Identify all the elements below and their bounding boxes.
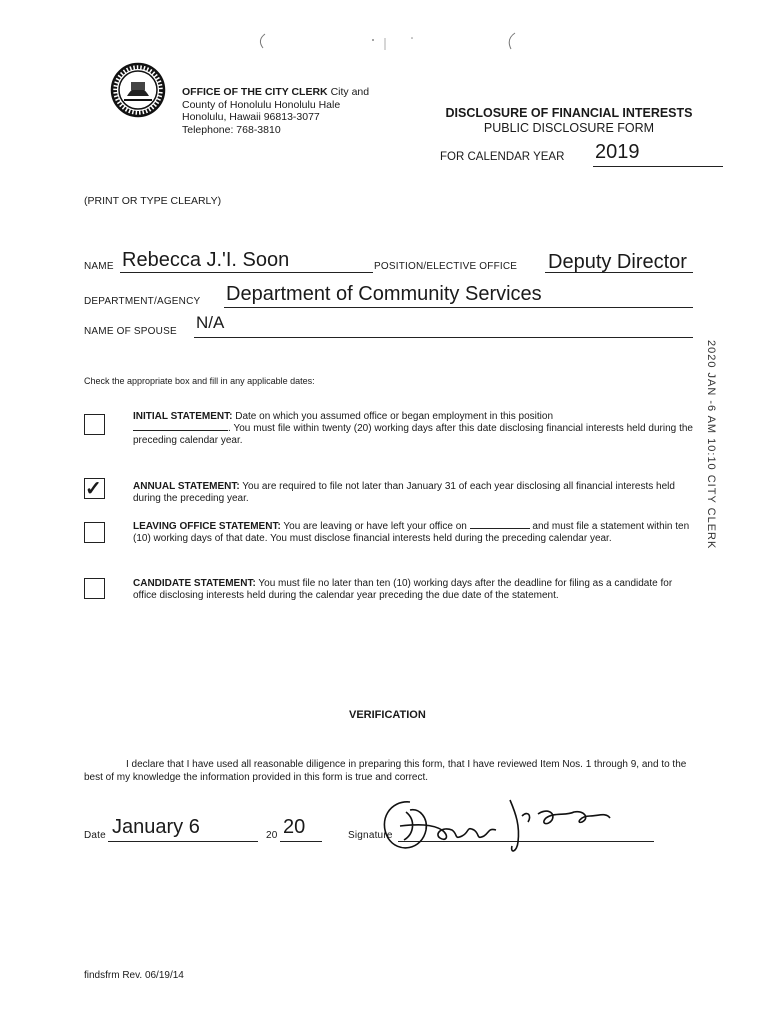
candidate-statement-text: You must file no later than ten (10) working days after the deadline for filing as a candidate for office disclosing interests held during the calendar year preceding the due date of the statement. bbox=[133, 578, 673, 601]
date-label: Date bbox=[84, 830, 106, 841]
name-label: NAME bbox=[84, 261, 114, 272]
initial-statement-title: INITIAL STATEMENT: bbox=[133, 411, 233, 422]
office-phone: Telephone: 768-3810 bbox=[182, 123, 281, 136]
signature-label: Signature bbox=[348, 830, 393, 841]
candidate-statement bbox=[133, 578, 693, 602]
office-line3: Honolulu, Hawaii 96813-3077 bbox=[182, 111, 320, 123]
year-prefix-label: 20 bbox=[266, 830, 278, 841]
office-name: OFFICE OF THE CITY CLERK bbox=[182, 86, 328, 98]
position-line bbox=[545, 272, 693, 273]
verification-heading: VERIFICATION bbox=[349, 709, 426, 721]
position-label: POSITION/ELECTIVE OFFICE bbox=[374, 261, 518, 272]
verification-declaration: I declare that I have used all reasonable diligence in preparing this form, that I have reviewed Item Nos. 1 through 9, and to the best of my knowledge the information provided in this form is true and correct. bbox=[84, 759, 687, 783]
office-address bbox=[182, 86, 369, 136]
initial-statement-text-a: Date on which you assumed office or began employment in this position bbox=[235, 411, 554, 422]
form-title-block bbox=[438, 106, 700, 136]
check-instruction: Check the appropriate box and fill in any applicable dates: bbox=[84, 376, 315, 386]
office-line2: County of Honolulu Honolulu Hale bbox=[182, 98, 341, 111]
initial-statement-text-b: . You must file within twenty (20) working days after this date disclosing financial interests held during the preceding calendar year. bbox=[133, 423, 693, 446]
leaving-statement-checkbox[interactable] bbox=[84, 522, 105, 543]
calendar-year-value[interactable]: 2019 bbox=[595, 141, 640, 163]
candidate-statement-title: CANDIDATE STATEMENT: bbox=[133, 578, 256, 589]
form-subtitle: PUBLIC DISCLOSURE FORM bbox=[483, 121, 655, 135]
received-stamp: 2020 JAN -6 AM 10:10 CITY CLERK bbox=[705, 340, 717, 550]
department-field[interactable]: Department of Community Services bbox=[226, 283, 542, 305]
leaving-statement-text-b: and must file a statement within ten (10) working days of that date. You must disclose financial interests held during the preceding calendar year. bbox=[133, 521, 690, 544]
annual-statement bbox=[133, 481, 693, 505]
initial-date-blank[interactable] bbox=[133, 430, 228, 431]
annual-statement-title: ANNUAL STATEMENT: bbox=[133, 481, 240, 492]
department-line bbox=[224, 307, 693, 308]
name-line bbox=[120, 272, 373, 273]
date-field[interactable]: January 6 bbox=[112, 816, 200, 838]
scan-marks bbox=[0, 0, 770, 60]
candidate-statement-checkbox[interactable] bbox=[84, 578, 105, 599]
office-line1b: City and bbox=[330, 86, 370, 98]
calendar-year-label: FOR CALENDAR YEAR bbox=[440, 151, 565, 163]
leaving-statement bbox=[133, 521, 693, 545]
leaving-statement-title: LEAVING OFFICE STATEMENT: bbox=[133, 521, 281, 532]
year-field[interactable]: 20 bbox=[283, 816, 306, 838]
form-revision: findsfrm Rev. 06/19/14 bbox=[84, 970, 184, 981]
spouse-label: NAME OF SPOUSE bbox=[84, 326, 177, 337]
initial-statement bbox=[133, 411, 693, 447]
form-title: DISCLOSURE OF FINANCIAL INTERESTS bbox=[445, 106, 693, 120]
leaving-date-blank[interactable] bbox=[470, 528, 530, 529]
print-instruction: (PRINT OR TYPE CLEARLY) bbox=[84, 195, 222, 207]
spouse-line bbox=[194, 337, 693, 338]
position-field[interactable]: Deputy Director bbox=[548, 251, 687, 273]
leaving-statement-text-a: You are leaving or have left your office on bbox=[283, 521, 467, 532]
city-seal-logo bbox=[110, 62, 166, 118]
initial-statement-checkbox[interactable] bbox=[84, 414, 105, 435]
annual-statement-text: You are required to file not later than January 31 of each year disclosing all financial interests held during the preceding year. bbox=[133, 481, 675, 504]
spouse-field[interactable]: N/A bbox=[196, 313, 225, 332]
handwritten-signature[interactable] bbox=[370, 790, 630, 870]
department-label: DEPARTMENT/AGENCY bbox=[84, 296, 201, 307]
date-line bbox=[108, 841, 258, 842]
year-line bbox=[280, 841, 322, 842]
annual-check-mark-icon: ✓ bbox=[85, 478, 102, 500]
calendar-year-line bbox=[593, 166, 723, 167]
name-field[interactable]: Rebecca J.'I. Soon bbox=[122, 249, 290, 271]
